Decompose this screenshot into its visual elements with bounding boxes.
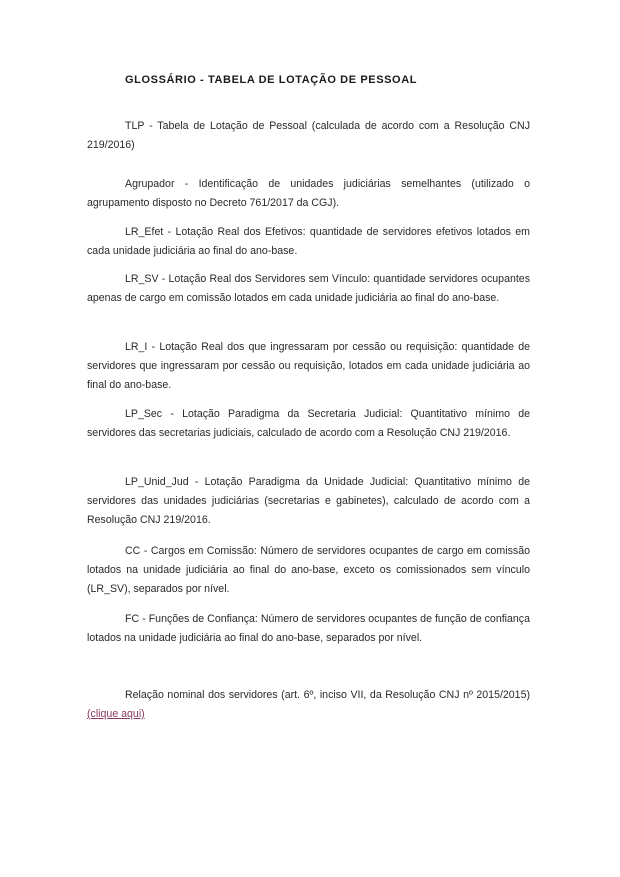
glossary-entry-lr-i: LR_I - Lotação Real dos que ingressaram por cessão ou requisição: quantidade de servidores que ingressaram por cessão ou requisição, lotados em cada unidade judiciária ao final do ano-base. [87, 341, 530, 391]
page-title: GLOSSÁRIO - TABELA DE LOTAÇÃO DE PESSOAL [125, 74, 418, 86]
glossary-entry-fc: FC - Funções de Confiança: Número de servidores ocupantes de função de confiança lotados na unidade judiciária ao final do ano-base, separados por nível. [87, 613, 530, 644]
glossary-entry-lp-sec: LP_Sec - Lotação Paradigma da Secretaria Judicial: Quantitativo mínimo de servidores das secretarias judiciais, calculado de acordo com a Resolução CNJ 219/2016. [87, 408, 530, 439]
clique-aqui-link[interactable]: (clique aqui) [87, 708, 145, 720]
footer-paragraph [87, 686, 530, 724]
glossary-entry-tlp: TLP - Tabela de Lotação de Pessoal (calculada de acordo com a Resolução CNJ 219/2016) [87, 120, 530, 151]
glossary-entry-lr-sv: LR_SV - Lotação Real dos Servidores sem Vínculo: quantidade servidores ocupantes apenas de cargo em comissão lotados em cada unidade judiciária ao final do ano-base. [87, 273, 530, 304]
glossary-entry-cc: CC - Cargos em Comissão: Número de servidores ocupantes de cargo em comissão lotados na unidade judiciária ao final do ano-base, exceto os comissionados sem vínculo (LR_SV), separados por nível. [87, 545, 530, 595]
glossary-entry-agrupador: Agrupador - Identificação de unidades judiciárias semelhantes (utilizado o agrupamento disposto no Decreto 761/2017 da CGJ). [87, 178, 530, 209]
footer-text: Relação nominal dos servidores (art. 6º, inciso VII, da Resolução CNJ nº 2015/2015) [125, 689, 530, 701]
glossary-entry-lr-efet: LR_Efet - Lotação Real dos Efetivos: quantidade de servidores efetivos lotados em cada unidade judiciária ao final do ano-base. [87, 226, 530, 257]
glossary-entry-lp-unid-jud: LP_Unid_Jud - Lotação Paradigma da Unidade Judicial: Quantitativo mínimo de servidores das unidades judiciárias (secretarias e gabinetes), calculado de acordo com a Resolução CNJ 219/2016. [87, 476, 530, 526]
